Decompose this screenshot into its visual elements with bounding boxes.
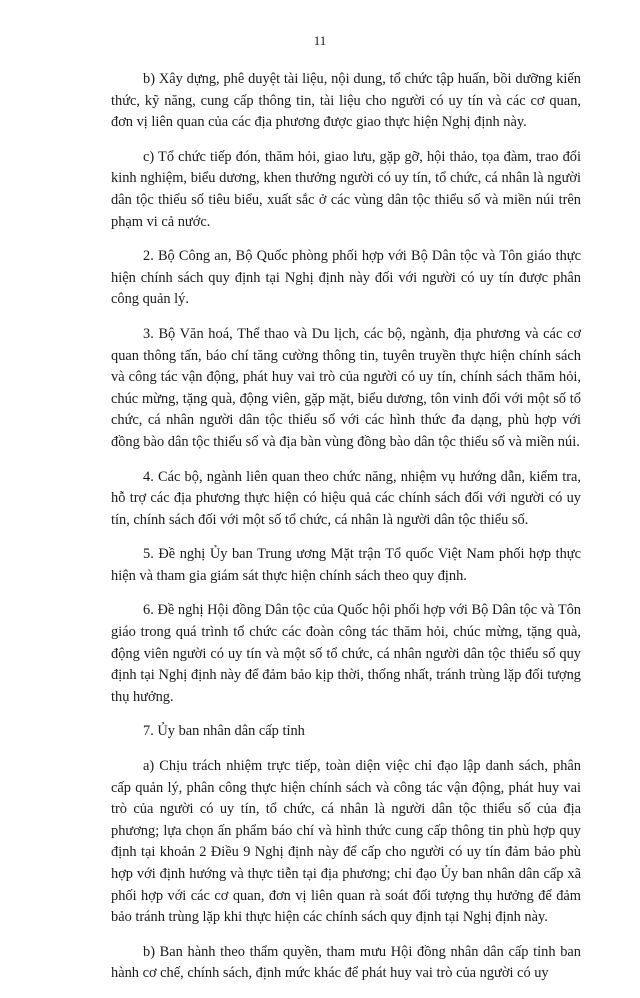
paragraph-4: 4. Các bộ, ngành liên quan theo chức năng, nhiệm vụ hướng dẫn, kiểm tra, hỗ trợ các địa phương thực hiện có hiệu quả các chính sách đối với người có uy tín, chính sách đối với một số tổ chức, cá nhân là người dân tộc thiểu số. xyxy=(111,468,581,528)
paragraph-2: 2. Bộ Công an, Bộ Quốc phòng phối hợp với Bộ Dân tộc và Tôn giáo thực hiện chính sách quy định tại Nghị định này đối với người có uy tín được phân công quản lý. xyxy=(111,248,581,308)
paragraph-7a: a) Chịu trách nhiệm trực tiếp, toàn diện việc chỉ đạo lập danh sách, phân cấp quản lý, phân công thực hiện chính sách và công tác vận động, phát huy vai trò của người có uy tín, tổ chức, cá nhân là người dân tộc thiểu số của địa phương; lựa chọn ấn phẩm báo chí và hình thức cung cấp thông tin phù hợp quy định tại khoản 2 Điều 9 Nghị định này để cấp cho người có uy tín đảm bảo phù hợp với định hướng và thực tiễn tại địa phương; chỉ đạo Ủy ban nhân dân cấp xã phối hợp với các cơ quan, đơn vị liên quan rà soát đối tượng thụ hưởng để đảm bảo tránh trùng lặp khi thực hiện các chính sách quy định tại Nghị định này. xyxy=(111,758,581,926)
paragraph-3: 3. Bộ Văn hoá, Thể thao và Du lịch, các bộ, ngành, địa phương và các cơ quan thông tấn, báo chí tăng cường thông tin, tuyên truyền thực hiện chính sách và công tác vận động, phát huy vai trò của người có uy tín, chính sách thăm hỏi, chúc mừng, tặng quà, động viên, gặp mặt, biểu dương, tôn vinh đối với một số tổ chức, cá nhân người dân tộc thiểu số với các hình thức đa dạng, phù hợp với đồng bào dân tộc thiểu số và địa bàn vùng đồng bào dân tộc thiểu số và miền núi. xyxy=(111,325,581,450)
paragraph-6: 6. Đề nghị Hội đồng Dân tộc của Quốc hội phối hợp với Bộ Dân tộc và Tôn giáo trong quá trình tổ chức các đoàn công tác thăm hỏi, chúc mừng, tặng quà, động viên người có uy tín và một số tổ chức, cá nhân người dân tộc thiểu số quy định tại Nghị định này để đảm bảo kịp thời, thống nhất, tránh trùng lặp đối tượng thụ hưởng. xyxy=(111,602,581,705)
paragraph-1b: b) Xây dựng, phê duyệt tài liệu, nội dung, tổ chức tập huấn, bồi dưỡng kiến thức, kỹ năng, cung cấp thông tin, tài liệu cho người có uy tín và các cơ quan, đơn vị liên quan của các địa phương được giao thực hiện Nghị định này. xyxy=(111,71,581,131)
document-body xyxy=(111,69,581,998)
page-number: 11 xyxy=(313,33,327,48)
paragraph-5: 5. Đề nghị Ủy ban Trung ương Mặt trận Tổ quốc Việt Nam phối hợp thực hiện và tham gia giám sát thực hiện chính sách theo quy định. xyxy=(111,546,581,584)
paragraph-7b: b) Ban hành theo thẩm quyền, tham mưu Hội đồng nhân dân cấp tỉnh ban hành cơ chế, chính sách, định mức khác để phát huy vai trò của người có uy xyxy=(111,943,581,982)
paragraph-1c: c) Tổ chức tiếp đón, thăm hỏi, giao lưu, gặp gỡ, hội thảo, tọa đàm, trao đổi kinh nghiệm, biểu dương, khen thưởng người có uy tín, tổ chức, cá nhân là người dân tộc thiểu số tiêu biểu, xuất sắc ở các vùng dân tộc thiểu số và miền núi trên phạm vi cả nước. xyxy=(111,148,581,230)
paragraph-7-heading: 7. Ủy ban nhân dân cấp tỉnh xyxy=(143,723,305,740)
